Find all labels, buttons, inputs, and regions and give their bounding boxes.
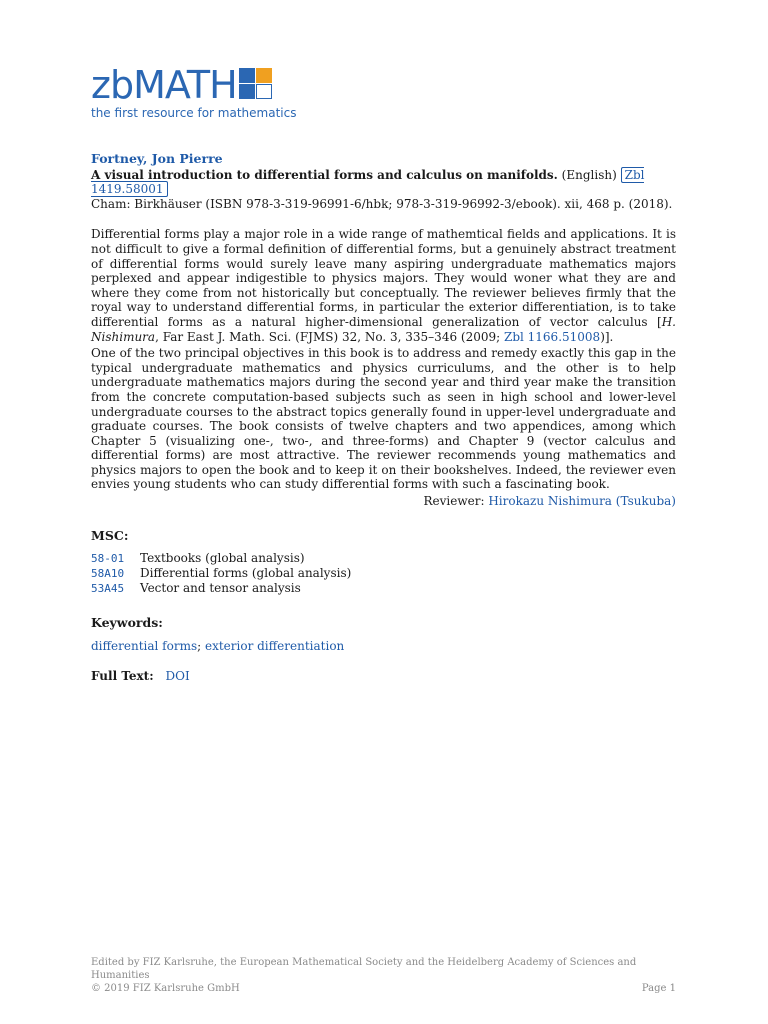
keyword-link[interactable]: differential forms [91, 638, 198, 653]
msc-list [91, 551, 676, 596]
msc-item [91, 551, 676, 566]
language: (English) [561, 167, 617, 182]
logo-wordmark: zbMATH [91, 63, 237, 107]
logo-squares-icon [239, 68, 273, 100]
cite-zbl-link[interactable]: Zbl 1166.51008 [503, 329, 601, 344]
full-text-heading: Full Text: [91, 669, 154, 684]
zbmath-logo[interactable] [91, 63, 297, 120]
author-link[interactable]: Fortney, Jon Pierre [91, 151, 223, 166]
zbl-id-link[interactable]: Zbl 1419.58001 [91, 167, 645, 197]
publication-info: Cham: Birkhäuser (ISBN 978-3-319-96991-6/hbk; 978-3-319-96992-3/ebook). xii, 468 p. (2018). [91, 196, 673, 211]
msc-code-link[interactable]: 53A45 [91, 582, 125, 596]
footer [91, 956, 676, 995]
document-title: A visual introduction to differential forms and calculus on manifolds. [91, 167, 558, 182]
msc-item [91, 581, 676, 596]
keyword-separator: ; [197, 638, 205, 653]
reviewer-link[interactable]: Hirokazu Nishimura (Tsukuba) [488, 494, 676, 509]
page-number: Page 1 [641, 983, 676, 994]
review-paragraph-2: One of the two principal objectives in this book is to address and remedy exactly this gap in the typical undergraduate mathematics and physics curriculums, and the other is to help undergraduate mathematics majors during the second year and third year make the transition from the concrete computation-based subjects such as seen in high school and lower-level undergraduate courses to the abstract topics generally found in upper-level undergraduate and graduate courses. The book consists of twelve chapters and two appendices, among which Chapter 5 (visualizing one-, two-, and three-forms) and Chapter 9 (vector calculus and differential forms) are most attractive. The reviewer recommends young mathematics and physics majors to open the book and to keep it on their bookshelves. Indeed, the reviewer even envies young students who can study differential forms with such a fascinating book. [91, 346, 676, 492]
msc-code-link[interactable]: 58-01 [91, 552, 125, 566]
msc-item [91, 566, 676, 581]
footer-copyright: © 2019 FIZ Karlsruhe GmbH [91, 983, 240, 994]
doi-link[interactable]: DOI [165, 669, 190, 684]
entry-content [91, 152, 676, 684]
msc-code-link[interactable]: 58A10 [91, 567, 125, 581]
keywords-list [91, 639, 676, 654]
review-text [91, 227, 676, 508]
full-text [91, 669, 676, 684]
msc-label: Vector and tensor analysis [140, 581, 301, 596]
cite-author: H. Nishimura [91, 314, 676, 344]
msc-label: Differential forms (global analysis) [140, 566, 352, 581]
footer-credits: Edited by FIZ Karlsruhe, the European Mathematical Society and the Heidelberg Academy of Sciences and Humanities [91, 957, 637, 981]
title-line [91, 168, 676, 197]
footer-row [91, 982, 676, 995]
keyword-link[interactable]: exterior differentiation [204, 638, 345, 653]
logo-tagline: the first resource for mathematics [91, 106, 297, 120]
reviewer: Reviewer: Hirokazu Nishimura (Tsukuba) [423, 494, 676, 509]
msc-heading: MSC: [91, 527, 129, 543]
keywords-heading: Keywords: [91, 615, 163, 631]
review-paragraph-1: Differential forms play a major role in a wide range of mathemtical fields and applications. It is not difficult to give a formal definition of differential forms, but a genuinely abstract treatment of differential forms would surely leave many aspiring undergraduate mathematics majors perplexed and appear indigestible to physics majors. They would woner what they are and where they come from not historically but conceptually. The reviewer believes firmly that the royal way to understand differential forms, in particular the exterior differentiation, is to take differential forms as a natural higher-dimensional generalization of vector calculus [H. Nishimura, Far East J. Math. Sci. (FJMS) 32, No. 3, 335–346 (2009; Zbl 1166.51008)]. [91, 227, 676, 344]
msc-label: Textbooks (global analysis) [140, 551, 305, 566]
